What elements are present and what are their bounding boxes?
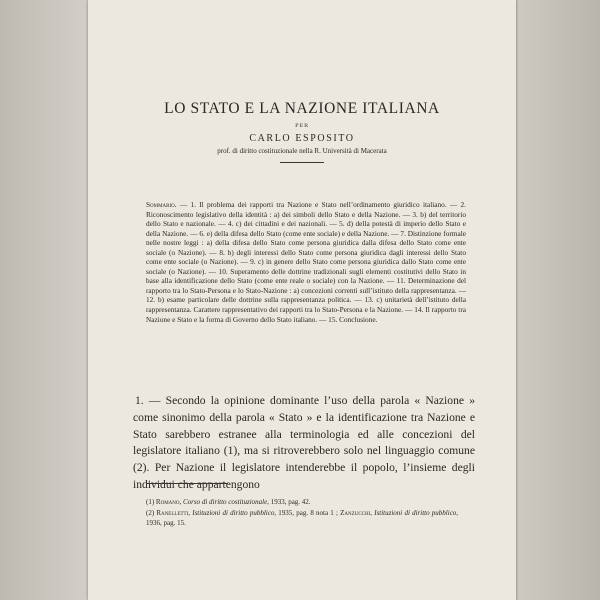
per-label: PER — [295, 123, 309, 129]
footnote-2 — [146, 508, 458, 528]
footnote-1 — [146, 497, 458, 507]
background-left — [0, 0, 95, 600]
footnote-2-rest: 1935, pag. 8 nota 1 ; — [278, 509, 338, 517]
footnote-2-number: (2) — [146, 509, 155, 517]
footnotes — [146, 497, 458, 529]
footnote-2-work-2: Istituzioni di diritto pubblico, — [374, 509, 459, 517]
paragraph-1: 1. — Secondo la opinione dominante l’uso della parola « Nazione » come sinonimo della parola « Stato » e la identificazione tra Nazione e Stato sarebbero estranee alla terminologia ed alle concezioni del legislatore italiano (1), ma si ritroverebbero solo nel linguaggio comune (2). Per Nazione il legislatore intenderebbe il popolo, l’insieme degli individui che appartengono — [133, 394, 475, 491]
summary-text: — 1. Il problema dei rapporti tra Nazione e Stato nell’ordinamento giuridico italiano. — 2. Riconoscimento legislativo della identità : a) dei simboli dello Stato e della Nazione. — 3. b) del territorio dello Stato e nazionale. — 4. c) dei cittadini e dei nazionali. — 5. d) della potestà di imperio dello Stato e della Nazione. — 6. e) della difesa dello Stato (come ente sociale) e della Nazione. — 7. Distinzione formale nelle nostre leggi : a) della difesa dello Stato come persona giuridica dalla difesa dello Stato come ente sociale (o Nazione). — 8. b) degli interessi dello Stato come persona giuridica dagli interessi dello Stato come ente sociale (o Nazione). — 9. c) in genere dello Stato come persona giuridica dallo Stato come ente sociale (o Nazione). — 10. Superamento delle dottrine tradizionali sugli elementi costitutivi dello Stato in base alla identificazione dello Stato (come ente reale o sociale) con la Nazione. — 11. Determinazione del rapporto tra lo Stato-Persona e lo Stato-Nazione : a) concezioni correnti sull’istituto della rappresentanza. — 12. b) esame particolare delle dottrine sulla rappresentanza politica. — 13. c) unitarietà dell’istituto della rappresentanza. Carattere rappresentativo dei rapporti tra lo Stato-Persona e la Nazione. — 14. Il rapporto tra Nazione e Stato e la forma di Governo dello Stato italiano. — 15. Conclusione. — [146, 200, 466, 324]
footnote-1-rest: 1933, pag. 42. — [270, 498, 311, 506]
author-affiliation: prof. di diritto costituzionale nella R. Università di Macerata — [217, 147, 387, 155]
author-name: CARLO ESPOSITO — [249, 133, 355, 144]
title-divider — [280, 162, 324, 163]
footnote-1-author: Romano, — [155, 498, 182, 506]
footnote-2-work: Istituzioni di diritto pubblico, — [192, 509, 277, 517]
document-page — [88, 0, 516, 600]
article-title: LO STATO E LA NAZIONE ITALIANA — [164, 100, 440, 117]
footnote-divider — [146, 483, 228, 484]
footnote-2-rest-2: 1936, pag. 15. — [146, 519, 186, 527]
footnote-2-author-2: Zanzucchi, — [340, 509, 373, 517]
body-text — [133, 393, 475, 494]
summary-label: Sommario. — [146, 200, 177, 209]
background-right — [505, 0, 600, 600]
footnote-1-work: Corso di diritto costituzionale, — [182, 498, 269, 506]
summary-block — [146, 200, 466, 324]
footnote-2-author: Ranelletti, — [156, 509, 191, 517]
footnote-1-number: (1) — [146, 498, 155, 506]
